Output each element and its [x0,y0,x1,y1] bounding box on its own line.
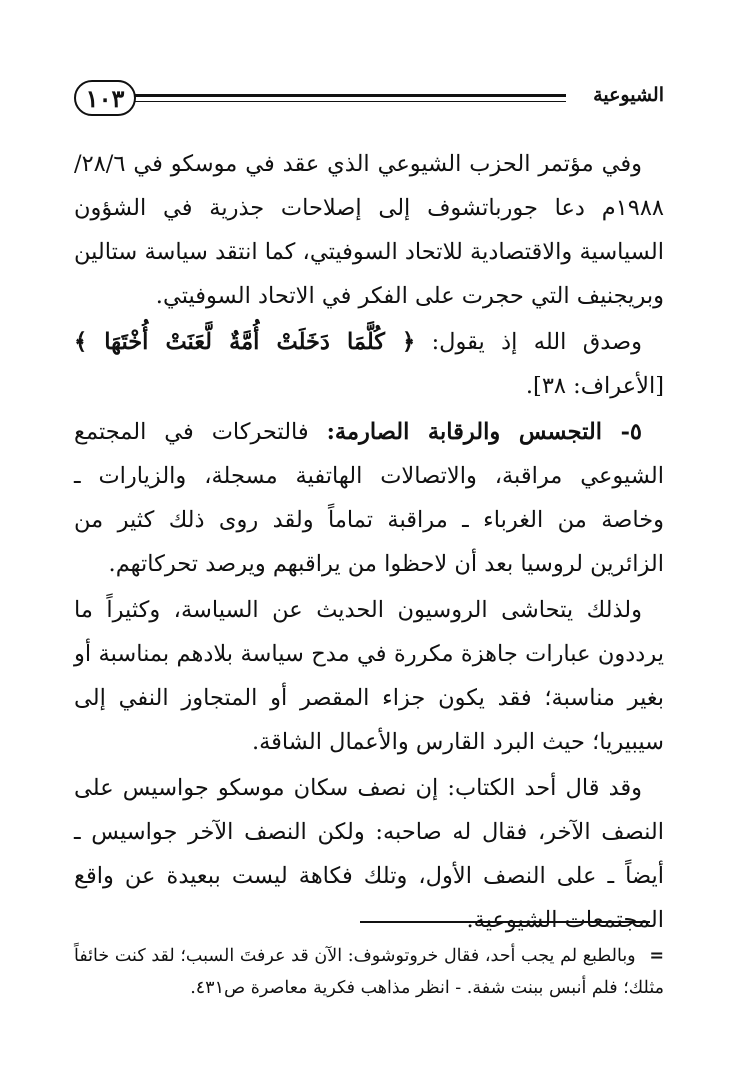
verse-reference: [الأعراف: ٣٨]. [525,373,664,399]
page-number: ١٠٣ [74,80,136,116]
header-rule [132,94,566,102]
section-heading: ٥- التجسس والرقابة الصارمة: [326,419,643,445]
main-text [74,142,664,944]
footnote-text: وبالطبع لم يجب أحد، فقال خروتوشوف: الآن قد عرفتَ السبب؛ لقد كنت خائفاً مثلك؛ فلم أنبس ببنت شفة. - انظر مذاهب فكرية معاصرة ص٤٣١. [74,946,664,998]
footnote [74,940,664,1004]
paragraph-gorbachev: وفي مؤتمر الحزب الشيوعي الذي عقد في موسكو في ٢٨/٦/ ١٩٨٨م دعا جورباتشوف إلى إصلاحات جذرية في الشؤون السياسية والاقتصادية للاتحاد السوفيتي، كما انتقد سياسة ستالين وبريجنيف التي حجرت على الفكر في الاتحاد السوفيتي. [74,151,664,309]
footnote-marker: = [649,946,664,966]
section-text: فالتحركات في المجتمع الشيوعي مراقبة، والاتصالات الهاتفية مسجلة، والزيارات ـ وخاصة من الغرباء ـ مراقبة تماماً ولقد روى ذلك كثير من الزائرين لروسيا بعد أن لاحظوا من يراقبهم ويرصد تحركاتهم. [74,419,664,577]
paragraph-joke: وقد قال أحد الكتاب: إن نصف سكان موسكو جواسيس على النصف الآخر، فقال له صاحبه: ولكن النصف الآخر جواسيس ـ أيضاً ـ على النصف الأول، وتلك فكاهة ليست ببعيدة عن واقع المجتمعات الشيوعية. [74,775,664,933]
quran-verse: ﴿ كُلَّمَا دَخَلَتْ أُمَّةٌ لَّعَنَتْ أُخْتَهَا ﴾ [74,329,416,355]
paragraph-espionage [74,410,664,586]
footnote-divider [360,921,650,923]
paragraph-avoid-politics: ولذلك يتحاشى الروسيون الحديث عن السياسة، وكثيراً ما يرددون عبارات جاهزة مكررة في مدح سياسة بلادهم بمناسبة أو بغير مناسبة؛ فقد يكون جزاء المقصر أو المتجاوز النفي إلى سيبيريا؛ حيث البرد القارس والأعمال الشاقة. [74,597,664,755]
page-header [74,80,664,120]
quote-intro: وصدق الله إذ يقول: [431,329,642,355]
paragraph-quran-quote [74,320,664,408]
running-title: الشيوعية [593,84,664,106]
